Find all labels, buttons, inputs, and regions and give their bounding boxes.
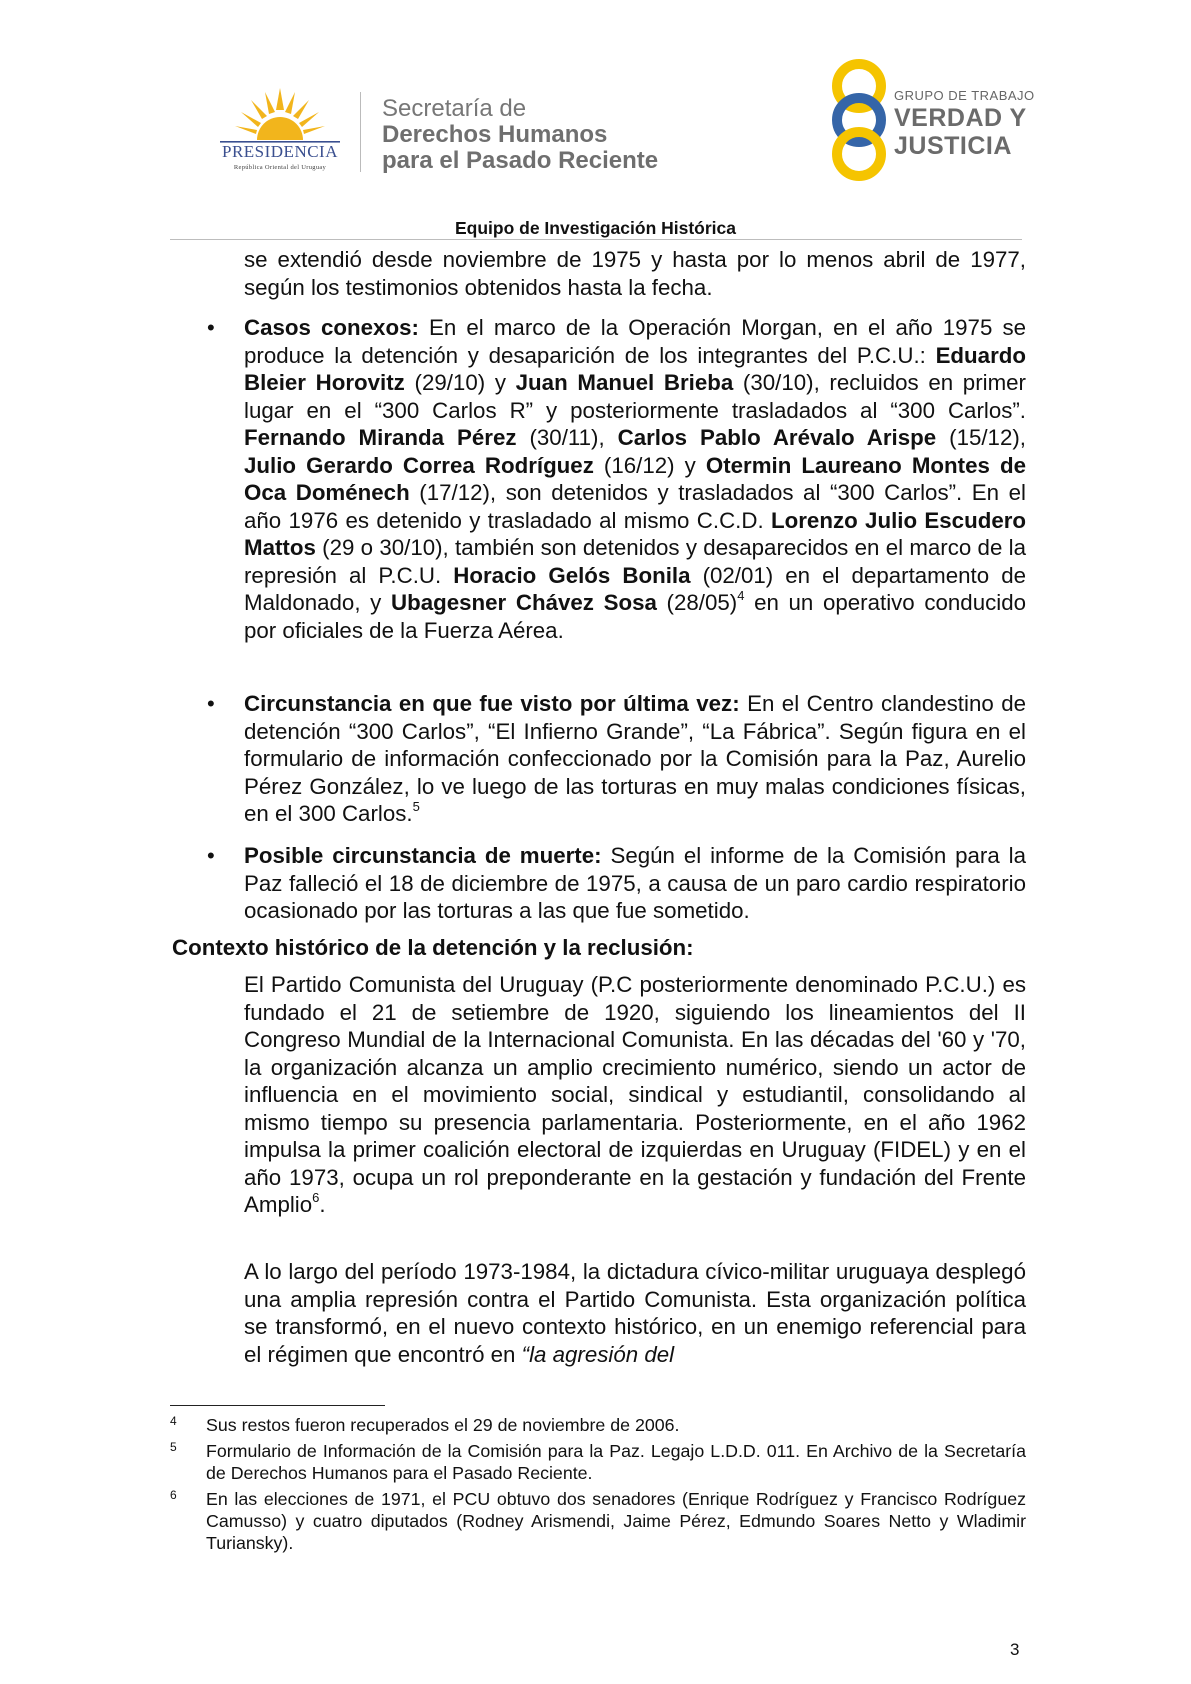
paragraph-text: .: [319, 1192, 326, 1217]
grupo-line-2: JUSTICIA: [894, 132, 1012, 160]
secretaria-line-1: Secretaría de: [382, 95, 527, 122]
person-name: Ubagesner Chávez Sosa: [390, 590, 657, 615]
person-name: Horacio Gelós Bonila: [453, 562, 691, 588]
bullet-text: (29 o 30/10), también son detenidos y desaparecidos en el marco de la represión al P.C.U.: [244, 535, 1026, 588]
bullet-label: Circunstancia en que fue visto por última vez:: [244, 691, 740, 716]
footnote-ref[interactable]: 6: [312, 1189, 320, 1205]
bullet-text: (29/10) y: [404, 370, 516, 395]
quoted-text: “la agresión del: [521, 1341, 675, 1367]
presidencia-subtitle: República Oriental del Uruguay: [233, 164, 327, 171]
bullet-text: (15/12),: [936, 425, 1026, 450]
sun-icon: [205, 86, 355, 146]
header-rule: [170, 239, 1022, 240]
person-name: Carlos Pablo Arévalo Arispe: [617, 425, 937, 450]
bullet-text: En el marco de la Operación Morgan, en el año 1975 se produce la detención y desaparición de los integrantes del P.C.U.:: [244, 315, 1026, 368]
bullet-marker: •: [207, 691, 215, 716]
person-name: Juan Manuel Brieba: [515, 370, 734, 395]
paragraph-text: A lo largo del período 1973-1984, la dictadura cívico-militar uruguaya desplegó una amplia represión contra el Partido Comunista. Esta organización política se transformó, en el nuevo contexto histórico, en un enemigo referencial para el régimen que encontró en: [244, 1259, 1026, 1367]
person-name: Otermin Laureano Montes de Oca Doménech: [244, 452, 1026, 505]
bullet-text: (30/11),: [516, 425, 618, 450]
bullet-circunstancia-muerte: [244, 842, 1026, 925]
paragraph-text: El Partido Comunista del Uruguay (P.C posteriormente denominado P.C.U.) es fundado el 21 de setiembre de 1920, siguiendo los lineamientos del II Congreso Mundial de la Internacional Comunista. En las décadas del '60 y '70, la organización alcanza un amplio crecimiento numérico, siendo un actor de influencia en el movimiento social, sindical y estudiantil, consolidando al mismo tiempo su presencia parlamentaria. Posteriormente, en el año 1962 impulsa la primer coalición electoral de izquierdas en Uruguay (FIDEL) y en el año 1973, ocupa un rol preponderante en la gestación y fundación del Frente Amplio: [244, 972, 1026, 1217]
presidencia-logo: [205, 86, 365, 172]
bullet-marker: •: [207, 843, 215, 868]
secretaria-title: [382, 96, 712, 174]
continuation-paragraph: se extendió desde noviembre de 1975 y hasta por lo menos abril de 1977, según los testimonios obtenidos hasta la fecha.: [244, 247, 1026, 300]
bullet-text: (28/05): [656, 590, 738, 615]
context-paragraph-1: [244, 971, 1026, 1219]
section-heading: Contexto histórico de la detención y la reclusión:: [172, 935, 694, 960]
footnote-text: Formulario de Información de la Comisión para la Paz. Legajo L.D.D. 011. En Archivo de la Secretaría de Derechos Humanos para el Pasado Reciente.: [206, 1441, 1026, 1483]
bullet-text: Según el informe de la Comisión para la Paz falleció el 18 de diciembre de 1975, a causa de un paro cardio respiratorio ocasionado por las torturas a las que fue sometido.: [244, 843, 1027, 923]
bullet-text: (16/12) y: [593, 452, 706, 478]
footnote-rule: [170, 1405, 385, 1406]
rings-icon: [826, 58, 896, 182]
person-name: Fernando Miranda Pérez: [244, 425, 517, 450]
team-title: Equipo de Investigación Histórica: [454, 218, 737, 238]
person-name: Eduardo Bleier Horovitz: [244, 342, 1026, 395]
bullet-text: (30/10), recluidos en primer lugar en el “300 Carlos R” y posteriormente trasladados al “300 Carlos”.: [244, 370, 1026, 423]
footnote-ref[interactable]: 5: [412, 798, 420, 814]
bullet-text: (02/01) en el departamento de Maldonado, y: [244, 562, 1027, 615]
context-paragraph-2: [244, 1258, 1026, 1368]
grupo-small-label: GRUPO DE TRABAJO: [894, 88, 1035, 103]
grupo-line-1: VERDAD Y: [894, 104, 1027, 132]
bullet-text: En el Centro clandestino de detención “300 Carlos”, “El Infierno Grande”, “La Fábrica”. Según figura en el formulario de información confeccionado por la Comisión para la Paz, Aurelio Pérez González, lo ve luego de las torturas en muy malas condiciones físicas, en el 300 Carlos.: [244, 691, 1026, 826]
verdad-justicia-logo: [826, 58, 1046, 182]
bullet-label: Posible circunstancia de muerte:: [244, 843, 602, 868]
person-name: Lorenzo Julio Escudero Mattos: [244, 507, 1027, 560]
bullet-label: Casos conexos:: [244, 315, 419, 340]
footnote-number: 6: [170, 1488, 177, 1502]
bullet-marker: •: [207, 315, 215, 340]
footnote-number: 5: [170, 1440, 177, 1454]
presidencia-name: PRESIDENCIA: [221, 142, 338, 161]
bullet-ultima-vez: [244, 690, 1026, 828]
secretaria-line-2: Derechos Humanos: [382, 121, 608, 148]
footnote-text: En las elecciones de 1971, el PCU obtuvo dos senadores (Enrique Rodríguez y Francisco Rodríguez Camusso) y cuatro diputados (Rodney Arismendi, Jaime Pérez, Edmundo Soares Netto y Wladimir Turiansky).: [206, 1489, 1026, 1553]
person-name: Julio Gerardo Correa Rodríguez: [244, 452, 594, 478]
secretaria-line-3: para el Pasado Reciente: [382, 147, 659, 174]
footnote-text: Sus restos fueron recuperados el 29 de noviembre de 2006.: [206, 1415, 680, 1435]
header-divider: [360, 92, 361, 172]
bullet-text: (17/12), son detenidos y trasladados al “300 Carlos”. En el año 1976 es detenido y trasladado al mismo C.C.D.: [244, 480, 1027, 533]
footnote-ref[interactable]: 4: [737, 587, 745, 603]
page-number: 3: [1010, 1640, 1020, 1659]
bullet-casos-conexos: [244, 314, 1026, 644]
footnote-number: 4: [170, 1414, 177, 1428]
bullet-text: en un operativo conducido por oficiales de la Fuerza Aérea.: [244, 590, 1026, 643]
